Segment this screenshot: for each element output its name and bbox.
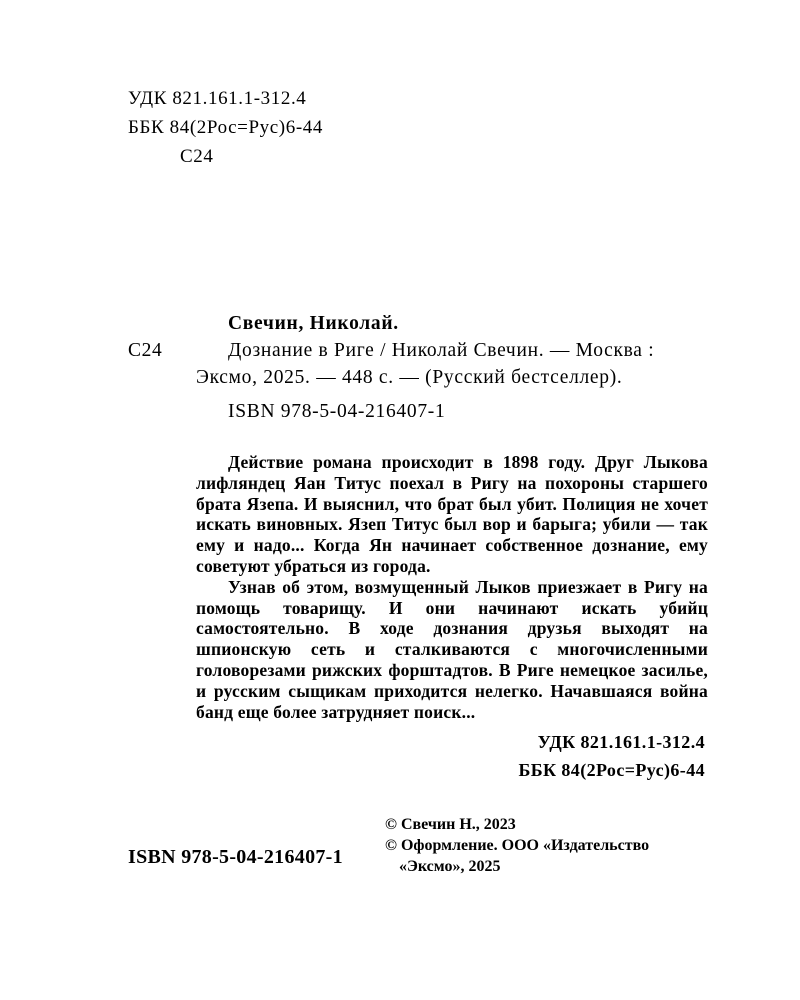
catalog-margin-code: С24 xyxy=(128,340,163,361)
author-sign-top: С24 xyxy=(180,146,214,167)
annotation-block xyxy=(196,452,708,722)
catalog-author: Свечин, Николай. xyxy=(228,313,399,334)
annotation-paragraph-2: Узнав об этом, возмущенный Лыков приезжает в Ригу на помощь товарищу. И они начинают искать убийц самостоятельно. В ходе дознания друзья выходят на шпионскую сеть и сталкиваются с многочисленными головорезами рижских форштадтов. В Риге немецкое засилье, и русским сыщикам приходится нелегко. Начавшаяся война банд еще более затрудняет поиск... xyxy=(196,576,708,722)
classification-block-top xyxy=(128,84,323,171)
catalog-description-wrap xyxy=(128,337,708,391)
copyright-block xyxy=(385,814,649,877)
catalog-isbn: ISBN 978-5-04-216407-1 xyxy=(228,401,446,422)
bbk-top: ББК 84(2Рос=Рус)6-44 xyxy=(128,117,323,138)
udk-top: УДК 821.161.1-312.4 xyxy=(128,88,307,109)
classification-block-bottom xyxy=(518,728,705,784)
copyright-design-line-2: «Эксмо», 2025 xyxy=(399,858,501,875)
footer-isbn: ISBN 978-5-04-216407-1 xyxy=(128,846,343,868)
annotation-paragraph-1: Действие романа происходит в 1898 году. Друг Лыкова лифляндец Яан Титус поехал в Ригу на похороны старшего брата Язепа. И выяснил, что брат был убит. Полиция не хочет искать виновных. Язеп Титус был вор и барыга; убили — так ему и надо... Когда Ян начинает собственное дознание, ему советуют убраться из города. xyxy=(196,452,708,576)
catalog-description: Дознание в Риге / Николай Свечин. — Москва : Эксмо, 2025. — 448 с. — (Русский бестселлер). xyxy=(196,340,655,388)
catalog-entry xyxy=(128,310,708,425)
bbk-bottom: ББК 84(2Рос=Рус)6-44 xyxy=(518,760,705,780)
udk-bottom: УДК 821.161.1-312.4 xyxy=(537,732,705,752)
copyright-author-line: © Свечин Н., 2023 xyxy=(385,816,516,833)
copyright-design-line-1: © Оформление. ООО «Издательство xyxy=(385,837,650,854)
